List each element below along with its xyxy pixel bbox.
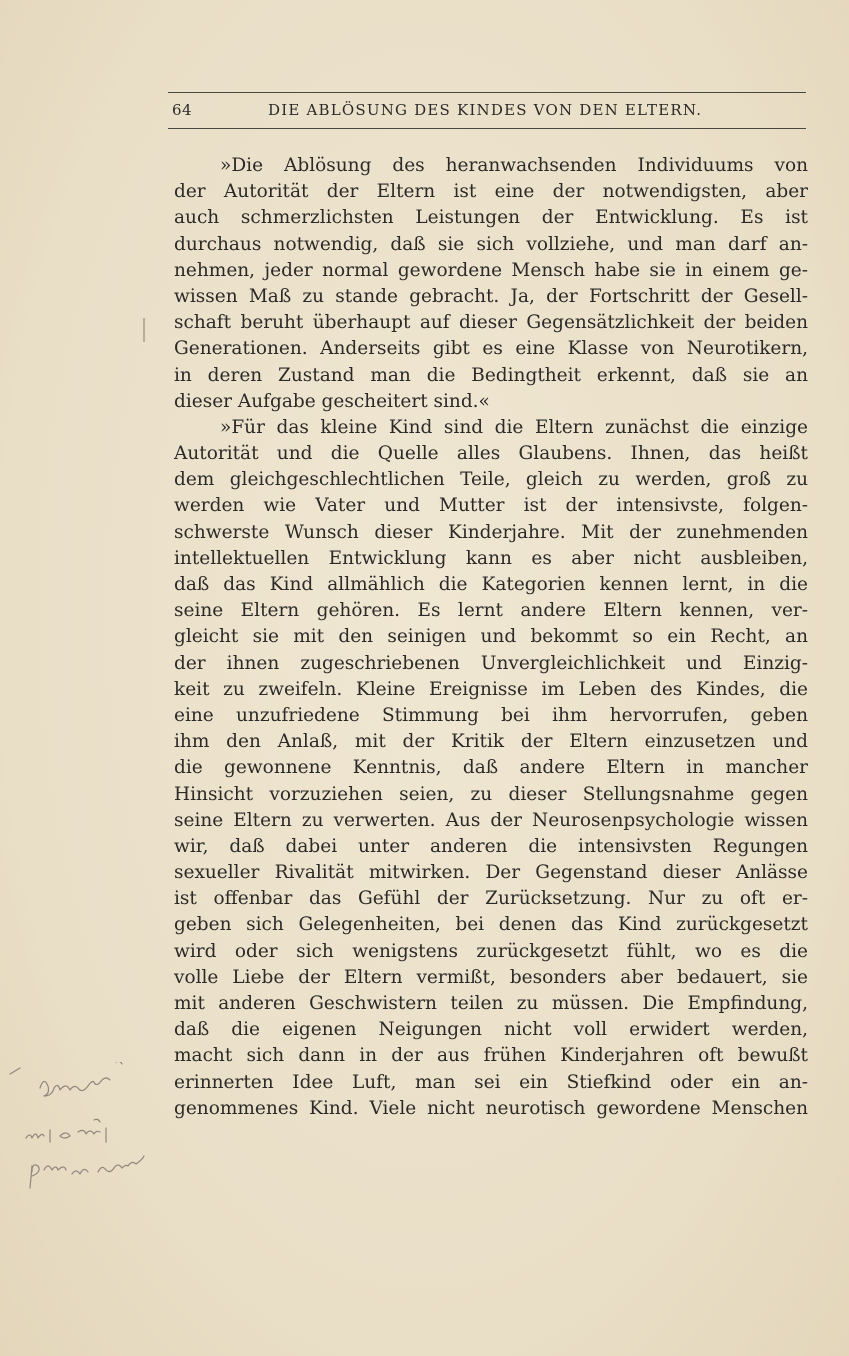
text-line: in deren Zustand man die Bedingtheit erkennt, daß sie an — [174, 364, 808, 386]
text-line: seine Eltern zu verwerten. Aus der Neurosenpsychologie wissen — [174, 809, 808, 831]
text-line: der ihnen zugeschriebenen Unvergleichlichkeit und Einzig- — [174, 652, 808, 674]
text-line: nehmen, jeder normal gewordene Mensch habe sie in einem ge- — [174, 259, 808, 281]
note-stroke — [30, 1166, 32, 1188]
note-stroke — [116, 1062, 122, 1064]
text-line: ihm den Anlaß, mit der Kritik der Eltern einzusetzen und — [174, 731, 808, 753]
text-line: Generationen. Anderseits gibt es eine Klasse von Neurotikern, — [174, 338, 808, 360]
note-stroke — [26, 1128, 106, 1142]
text-line: seine Eltern gehören. Es lernt andere Eltern kennen, ver- — [174, 600, 808, 622]
text-line: schwerste Wunsch dieser Kinderjahre. Mit der zunehmenden — [174, 521, 808, 543]
text-line: Autorität und die Quelle alles Glaubens. Ihnen, das heißt — [174, 443, 808, 465]
text-line: der Autorität der Eltern ist eine der notwendigsten, aber — [174, 181, 808, 203]
text-line: durchaus notwendig, daß sie sich vollziehe, und man darf an- — [174, 233, 808, 255]
note-stroke — [10, 1068, 20, 1074]
handwritten-margin-note — [6, 1062, 186, 1212]
text-line: mit anderen Geschwistern teilen zu müssen. Die Empfindung, — [174, 993, 808, 1014]
text-line: geben sich Gelegenheiten, bei denen das Kind zurückgesetzt — [174, 914, 808, 936]
running-title: DIE ABLÖSUNG DES KINDES VON DEN ELTERN. — [268, 101, 703, 119]
text-line: Hinsicht vorzuziehen seien, zu dieser Stellungsnahme gegen — [174, 783, 808, 805]
note-stroke — [32, 1156, 144, 1176]
text-line: dem gleichgeschlechtlichen Teile, gleich zu werden, groß zu — [174, 469, 808, 491]
text-line: wir, daß dabei unter anderen die intensivsten Regungen — [174, 835, 808, 857]
text-line: wissen Maß zu stande gebracht. Ja, der Fortschritt der Gesell- — [174, 285, 808, 307]
text-line: wird oder sich wenigstens zurückgesetzt fühlt, wo es die — [174, 940, 808, 962]
text-line: »Für das kleine Kind sind die Eltern zunächst die einzige — [220, 416, 808, 438]
page-number: 64 — [172, 101, 193, 119]
text-line: die gewonnene Kenntnis, daß andere Eltern in mancher — [174, 757, 808, 779]
text-line: eine unzufriedene Stimmung bei ihm hervorrufen, geben — [174, 704, 808, 726]
text-line: volle Liebe der Eltern vermißt, besonders aber bedauert, sie — [174, 966, 808, 988]
text-line: macht sich dann in der aus frühen Kinderjahren oft bewußt — [174, 1045, 808, 1067]
text-line: schaft beruht überhaupt auf dieser Gegensätzlichkeit der beiden — [174, 312, 808, 334]
body-text — [174, 153, 808, 1122]
margin-pencil-mark — [143, 318, 145, 342]
text-line: ist offenbar das Gefühl der Zurücksetzung. Nur zu oft er- — [174, 888, 808, 910]
header-rule-top — [168, 92, 806, 93]
header-rule-bottom — [168, 128, 806, 129]
text-line: daß die eigenen Neigungen nicht voll erwidert werden, — [174, 1019, 808, 1041]
text-line: sexueller Rivalität mitwirken. Der Gegenstand dieser Anlässe — [174, 862, 808, 884]
text-line: dieser Aufgabe gescheitert sind.« — [174, 390, 490, 412]
text-line: daß das Kind allmählich die Kategorien kennen lernt, in die — [174, 574, 808, 595]
text-line: gleicht sie mit den seinigen und bekommt so ein Recht, an — [174, 626, 808, 648]
text-line: »Die Ablösung des heranwachsenden Individuums von — [220, 155, 808, 176]
note-stroke — [40, 1078, 110, 1096]
text-line: werden wie Vater und Mutter ist der intensivste, folgen- — [174, 495, 808, 517]
note-stroke — [94, 1119, 100, 1122]
text-line: auch schmerzlichsten Leistungen der Entwicklung. Es ist — [174, 207, 808, 229]
text-line: keit zu zweifeln. Kleine Ereignisse im Leben des Kindes, die — [174, 678, 808, 700]
text-line: genommenes Kind. Viele nicht neurotisch gewordene Menschen — [174, 1097, 808, 1119]
text-line: erinnerten Idee Luft, man sei ein Stiefkind oder ein an- — [174, 1071, 808, 1093]
text-line: intellektuellen Entwicklung kann es aber nicht ausbleiben, — [174, 547, 808, 569]
